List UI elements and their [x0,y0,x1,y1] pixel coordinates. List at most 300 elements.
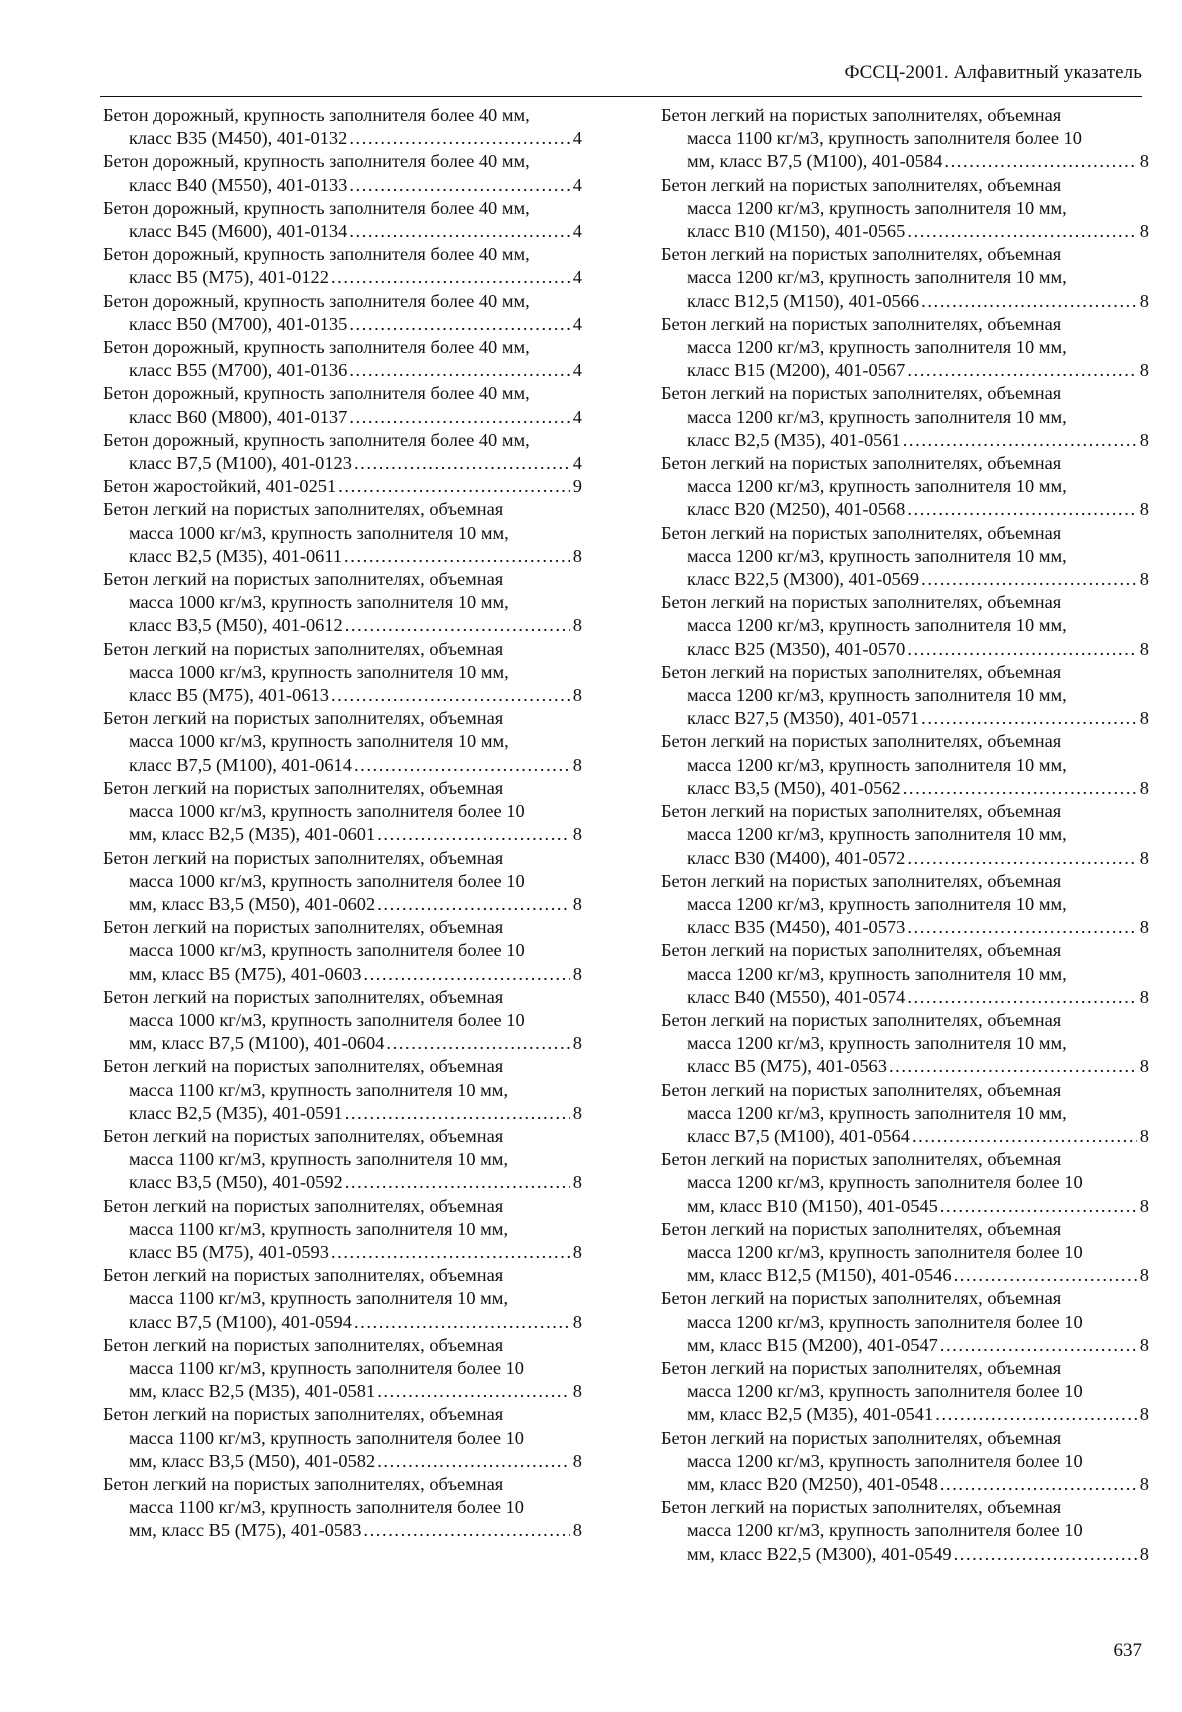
entry-page-ref: 8 [1139,151,1149,172]
entry-line: масса 1100 кг/м3, крупность заполнителя 10 мм, [129,1079,509,1100]
entry-line: масса 1200 кг/м3, крупность заполнителя 10 мм, [687,406,1067,427]
dot-leader [345,614,570,637]
entry-text: класс В5 (М75), 401-0593 [129,1241,329,1262]
entry-text: класс В12,5 (М150), 401-0566 [687,290,920,311]
entry-text: класс В2,5 (М35), 401-0561 [687,429,901,450]
dot-leader [354,1311,570,1334]
entry-line: масса 1100 кг/м3, крупность заполнителя более 10 [129,1357,524,1378]
dot-leader [377,1380,570,1403]
page-number: 637 [1113,1640,1142,1661]
entry-line: Бетон легкий на пористых заполнителях, объемная [661,1288,1062,1309]
entry-line: Бетон дорожный, крупность заполнителя более 40 мм, [103,429,530,450]
index-entry [661,243,1149,313]
entry-text: мм, класс В7,5 (М100), 401-0604 [129,1033,385,1054]
index-entry [661,870,1149,940]
entry-line [103,1241,582,1264]
entry-line [103,1380,582,1403]
index-entry [661,730,1149,800]
dot-leader [935,1403,1137,1426]
dot-leader [912,1125,1137,1148]
entry-line: Бетон дорожный, крупность заполнителя более 40 мм, [103,151,530,172]
entry-line: Бетон легкий на пористых заполнителях, объемная [103,638,504,659]
dot-leader [377,823,570,846]
entry-line: Бетон дорожный, крупность заполнителя более 40 мм, [103,337,530,358]
entry-line: масса 1200 кг/м3, крупность заполнителя 10 мм, [687,476,1067,497]
entry-page-ref: 8 [572,615,582,636]
entry-line: масса 1200 кг/м3, крупность заполнителя более 10 [687,1381,1083,1402]
entry-line: Бетон легкий на пористых заполнителях, объемная [103,1404,504,1425]
dot-leader [907,359,1136,382]
entry-page-ref: 8 [1139,917,1149,938]
index-entry [661,661,1149,731]
entry-line: Бетон легкий на пористых заполнителях, объемная [103,499,504,520]
entry-page-ref: 8 [1139,708,1149,729]
entry-line: Бетон легкий на пористых заполнителях, объемная [661,174,1062,195]
index-entry [103,150,582,196]
entry-line [103,406,582,429]
index-entry [103,986,582,1056]
entry-line: Бетон легкий на пористых заполнителях, объемная [661,453,1062,474]
entry-page-ref: 4 [572,360,582,381]
dot-leader [349,127,569,150]
index-entry [103,1473,582,1543]
entry-page-ref: 8 [1139,847,1149,868]
entry-line [661,498,1149,521]
entry-line [661,847,1149,870]
index-entry [661,522,1149,592]
entry-line: Бетон дорожный, крупность заполнителя более 40 мм, [103,197,530,218]
index-entry [103,336,582,382]
dot-leader [349,406,569,429]
index-entry [661,591,1149,661]
dot-leader [907,916,1136,939]
entry-line: Бетон легкий на пористых заполнителях, объемная [103,1473,504,1494]
entry-line: масса 1200 кг/м3, крупность заполнителя более 10 [687,1311,1083,1332]
entry-text: класс В40 (М550), 401-0133 [129,174,348,195]
index-entry [661,313,1149,383]
entry-text: класс В40 (М550), 401-0574 [687,986,906,1007]
entry-line: Бетон легкий на пористых заполнителях, объемная [661,661,1062,682]
index-entry [103,243,582,289]
dot-leader [954,1264,1137,1287]
entry-page-ref: 4 [572,174,582,195]
dot-leader [903,429,1137,452]
entry-line: Бетон легкий на пористых заполнителях, объемная [661,244,1062,265]
entry-line: Бетон легкий на пористых заполнителях, объемная [103,569,504,590]
entry-text: мм, класс В15 (М200), 401-0547 [687,1334,938,1355]
entry-line: Бетон легкий на пористых заполнителях, объемная [103,777,504,798]
entry-text: класс В27,5 (М350), 401-0571 [687,708,920,729]
entry-text: класс В3,5 (М50), 401-0562 [687,777,901,798]
entry-line: Бетон легкий на пористых заполнителях, объемная [661,383,1062,404]
entry-line: масса 1000 кг/м3, крупность заполнителя более 10 [129,1009,525,1030]
index-entry [661,1079,1149,1149]
entry-page-ref: 4 [572,128,582,149]
entry-text: класс В7,5 (М100), 401-0614 [129,754,352,775]
entry-line: Бетон легкий на пористых заполнителях, объемная [661,592,1062,613]
dot-leader [349,313,569,336]
index-entry [103,1055,582,1125]
index-entry [103,104,582,150]
entry-page-ref: 8 [1139,1265,1149,1286]
index-entry [661,174,1149,244]
entry-line [103,545,582,568]
entry-line: масса 1200 кг/м3, крупность заполнителя 10 мм, [687,197,1067,218]
entry-line [103,1450,582,1473]
entry-page-ref: 8 [572,824,582,845]
index-column-left [103,104,582,1543]
entry-text: мм, класс В22,5 (М300), 401-0549 [687,1543,952,1564]
entry-text: мм, класс В20 (М250), 401-0548 [687,1473,938,1494]
index-entry [103,382,582,428]
entry-line [661,986,1149,1009]
header-rule [100,96,1142,97]
dot-leader [377,893,570,916]
index-entry [103,1334,582,1404]
dot-leader [344,545,570,568]
dot-leader [349,220,569,243]
entry-text: класс В22,5 (М300), 401-0569 [687,569,920,590]
index-entry [661,104,1149,174]
entry-line [103,823,582,846]
entry-line [103,684,582,707]
dot-leader [331,1241,570,1264]
entry-line [103,359,582,382]
entry-line: масса 1200 кг/м3, крупность заполнителя 10 мм, [687,615,1067,636]
entry-line [661,1125,1149,1148]
entry-line: Бетон легкий на пористых заполнителях, объемная [661,870,1062,891]
dot-leader [940,1195,1137,1218]
entry-page-ref: 8 [572,1381,582,1402]
index-entry [661,452,1149,522]
entry-line [661,707,1149,730]
entry-line [103,174,582,197]
entry-line: масса 1100 кг/м3, крупность заполнителя 10 мм, [129,1218,509,1239]
entry-line: масса 1200 кг/м3, крупность заполнителя 10 мм, [687,824,1067,845]
dot-leader [386,1032,569,1055]
entry-line: Бетон легкий на пористых заполнителях, объемная [103,917,504,938]
entry-page-ref: 8 [1139,569,1149,590]
entry-page-ref: 8 [1139,429,1149,450]
index-entry [103,1125,582,1195]
index-entry [661,800,1149,870]
dot-leader [907,220,1136,243]
entry-line: масса 1000 кг/м3, крупность заполнителя 10 мм, [129,592,509,613]
entry-line [103,1032,582,1055]
entry-text: мм, класс В3,5 (М50), 401-0602 [129,893,376,914]
dot-leader [907,498,1136,521]
dot-leader [331,684,570,707]
index-entry [661,382,1149,452]
entry-line: масса 1200 кг/м3, крупность заполнителя 10 мм, [687,963,1067,984]
dot-leader [889,1055,1137,1078]
entry-line [103,614,582,637]
entry-line: масса 1000 кг/м3, крупность заполнителя более 10 [129,940,525,961]
entry-line [661,1264,1149,1287]
entry-line: масса 1100 кг/м3, крупность заполнителя более 10 [129,1497,524,1518]
entry-page-ref: 8 [572,685,582,706]
entry-line: Бетон легкий на пористых заполнителях, объемная [661,1079,1062,1100]
entry-line: Бетон легкий на пористых заполнителях, объемная [661,731,1062,752]
entry-line: масса 1200 кг/м3, крупность заполнителя 10 мм, [687,893,1067,914]
entry-line [661,638,1149,661]
entry-text: мм, класс В5 (М75), 401-0583 [129,1520,362,1541]
entry-page-ref: 4 [572,406,582,427]
entry-page-ref: 9 [572,476,582,497]
entry-line: Бетон дорожный, крупность заполнителя более 40 мм, [103,290,530,311]
dot-leader [903,777,1137,800]
entry-text: класс В15 (М200), 401-0567 [687,360,906,381]
index-entry [103,1403,582,1473]
entry-line: масса 1000 кг/м3, крупность заполнителя более 10 [129,801,525,822]
index-entry [103,498,582,568]
entry-line: Бетон легкий на пористых заполнителях, объемная [103,986,504,1007]
entry-line: Бетон легкий на пористых заполнителях, объемная [103,1334,504,1355]
index-entry [661,1496,1149,1566]
entry-text: класс В7,5 (М100), 401-0123 [129,453,352,474]
entry-line [661,359,1149,382]
dot-leader [377,1450,570,1473]
entry-text: класс В10 (М150), 401-0565 [687,221,906,242]
entry-page-ref: 4 [572,313,582,334]
entry-text: класс В2,5 (М35), 401-0591 [129,1102,343,1123]
entry-text: класс В5 (М75), 401-0613 [129,685,329,706]
entry-text: мм, класс В12,5 (М150), 401-0546 [687,1265,952,1286]
entry-line: масса 1200 кг/м3, крупность заполнителя 10 мм, [687,1102,1067,1123]
dot-leader [944,150,1136,173]
entry-line: масса 1000 кг/м3, крупность заполнителя 10 мм, [129,522,509,543]
entry-text: класс В2,5 (М35), 401-0611 [129,545,343,566]
index-entry [103,197,582,243]
entry-page-ref: 8 [1139,777,1149,798]
dot-leader [349,359,569,382]
entry-line: масса 1000 кг/м3, крупность заполнителя 10 мм, [129,731,509,752]
entry-text: класс В50 (М700), 401-0135 [129,313,348,334]
entry-page-ref: 8 [572,963,582,984]
entry-page-ref: 8 [1139,1125,1149,1146]
entry-line: Бетон дорожный, крупность заполнителя более 40 мм, [103,244,530,265]
entry-text: класс В5 (М75), 401-0122 [129,267,329,288]
dot-leader [354,754,570,777]
entry-line: Бетон легкий на пористых заполнителях, объемная [661,1427,1062,1448]
entry-text: мм, класс В3,5 (М50), 401-0582 [129,1450,376,1471]
entry-line: масса 1200 кг/м3, крупность заполнителя более 10 [687,1450,1083,1471]
index-entry [103,475,582,498]
entry-page-ref: 8 [1139,1056,1149,1077]
entry-text: класс В7,5 (М100), 401-0564 [687,1125,910,1146]
entry-line: масса 1000 кг/м3, крупность заполнителя более 10 [129,870,525,891]
entry-line [103,1171,582,1194]
entry-line [661,1055,1149,1078]
entry-page-ref: 8 [1139,1404,1149,1425]
entry-text: мм, класс В2,5 (М35), 401-0581 [129,1381,376,1402]
entry-line: масса 1200 кг/м3, крупность заполнителя 10 мм, [687,1033,1067,1054]
entry-page-ref: 8 [1139,1543,1149,1564]
entry-line [661,1543,1149,1566]
entry-line: масса 1100 кг/м3, крупность заполнителя 10 мм, [129,1149,509,1170]
entry-line: масса 1200 кг/м3, крупность заполнителя 10 мм, [687,754,1067,775]
entry-line [661,1403,1149,1426]
entry-line [103,127,582,150]
entry-text: мм, класс В2,5 (М35), 401-0601 [129,824,376,845]
entry-page-ref: 8 [572,893,582,914]
entry-line: Бетон легкий на пористых заполнителях, объемная [661,105,1062,125]
dot-leader [921,568,1137,591]
entry-line [103,220,582,243]
entry-page-ref: 8 [572,1311,582,1332]
entry-line: масса 1200 кг/м3, крупность заполнителя 10 мм, [687,337,1067,358]
index-entry [661,1287,1149,1357]
entry-line: масса 1200 кг/м3, крупность заполнителя более 10 [687,1241,1083,1262]
entry-page-ref: 8 [572,1450,582,1471]
index-entry [661,1218,1149,1288]
entry-text: класс В3,5 (М50), 401-0592 [129,1172,343,1193]
dot-leader [907,986,1136,1009]
entry-line [103,963,582,986]
entry-text: мм, класс В2,5 (М35), 401-0541 [687,1404,934,1425]
entry-line [103,1519,582,1542]
index-entry [103,290,582,336]
index-entry [661,1427,1149,1497]
entry-line [103,452,582,475]
entry-page-ref: 8 [1139,638,1149,659]
entry-page-ref: 8 [1139,986,1149,1007]
entry-line: масса 1200 кг/м3, крупность заполнителя более 10 [687,1172,1083,1193]
entry-line: Бетон легкий на пористых заполнителях, объемная [103,1195,504,1216]
entry-line [103,1102,582,1125]
index-entry [103,638,582,708]
entry-line [661,1195,1149,1218]
entry-line [661,1473,1149,1496]
entry-line: масса 1100 кг/м3, крупность заполнителя более 10 [129,1427,524,1448]
entry-line: Бетон легкий на пористых заполнителях, объемная [661,1009,1062,1030]
entry-page-ref: 4 [572,221,582,242]
index-entry [661,1357,1149,1427]
entry-text: мм, класс В10 (М150), 401-0545 [687,1195,938,1216]
entry-line [103,1311,582,1334]
index-entry [103,916,582,986]
dot-leader [338,475,570,498]
entry-page-ref: 8 [1139,1473,1149,1494]
entry-page-ref: 8 [1139,221,1149,242]
entry-page-ref: 8 [572,1033,582,1054]
dot-leader [345,1171,570,1194]
dot-leader [907,638,1136,661]
index-entry [103,1195,582,1265]
entry-line [103,754,582,777]
dot-leader [363,1519,569,1542]
entry-page-ref: 8 [1139,290,1149,311]
entry-page-ref: 8 [572,545,582,566]
entry-text: мм, класс В5 (М75), 401-0603 [129,963,362,984]
entry-line [661,777,1149,800]
index-entry [661,939,1149,1009]
entry-page-ref: 4 [572,453,582,474]
entry-line: Бетон легкий на пористых заполнителях, объемная [661,1218,1062,1239]
dot-leader [349,174,569,197]
dot-leader [345,1102,570,1125]
entry-line: Бетон легкий на пористых заполнителях, объемная [661,801,1062,822]
entry-text: мм, класс В7,5 (М100), 401-0584 [687,151,943,172]
dot-leader [331,266,570,289]
dot-leader [354,452,570,475]
entry-page-ref: 8 [1139,499,1149,520]
entry-line [661,1334,1149,1357]
entry-line: Бетон легкий на пористых заполнителях, объемная [103,708,504,729]
entry-line: Бетон легкий на пористых заполнителях, объемная [661,940,1062,961]
dot-leader [907,847,1136,870]
dot-leader [363,963,569,986]
entry-line [103,475,582,498]
entry-page-ref: 8 [572,754,582,775]
entry-line: Бетон легкий на пористых заполнителях, объемная [661,1357,1062,1378]
dot-leader [940,1334,1137,1357]
entry-page-ref: 8 [1139,1334,1149,1355]
index-entry [661,1148,1149,1218]
entry-text: класс В25 (М350), 401-0570 [687,638,906,659]
entry-text: класс В35 (М450), 401-0132 [129,128,348,149]
entry-line [103,313,582,336]
entry-text: класс В55 (М700), 401-0136 [129,360,348,381]
entry-line: Бетон легкий на пористых заполнителях, объемная [661,313,1062,334]
entry-line: масса 1200 кг/м3, крупность заполнителя 10 мм, [687,545,1067,566]
entry-line: масса 1100 кг/м3, крупность заполнителя 10 мм, [129,1288,509,1309]
index-entry [103,568,582,638]
entry-line [661,290,1149,313]
entry-line: масса 1200 кг/м3, крупность заполнителя более 10 [687,1520,1083,1541]
entry-line [661,568,1149,591]
entry-text: класс В5 (М75), 401-0563 [687,1056,887,1077]
entry-line: Бетон легкий на пористых заполнителях, объемная [661,522,1062,543]
entry-line: Бетон легкий на пористых заполнителях, объемная [103,1125,504,1146]
dot-leader [940,1473,1137,1496]
entry-line: Бетон легкий на пористых заполнителях, объемная [661,1497,1062,1518]
entry-line: Бетон легкий на пористых заполнителях, объемная [661,1149,1062,1170]
entry-line: масса 1200 кг/м3, крупность заполнителя 10 мм, [687,267,1067,288]
entry-page-ref: 8 [572,1241,582,1262]
entry-line: Бетон легкий на пористых заполнителях, объемная [103,1056,504,1077]
entry-line [661,220,1149,243]
index-entry [661,1009,1149,1079]
entry-text: класс В60 (М800), 401-0137 [129,406,348,427]
entry-page-ref: 8 [572,1520,582,1541]
index-entry [103,777,582,847]
entry-text: класс В20 (М250), 401-0568 [687,499,906,520]
entry-line [103,266,582,289]
running-header: ФССЦ-2001. Алфавитный указатель [844,62,1142,83]
entry-line: Бетон легкий на пористых заполнителях, объемная [103,847,504,868]
dot-leader [954,1543,1137,1566]
entry-page-ref: 8 [572,1172,582,1193]
entry-text: класс В30 (М400), 401-0572 [687,847,906,868]
entry-line [661,429,1149,452]
entry-line: масса 1000 кг/м3, крупность заполнителя 10 мм, [129,661,509,682]
entry-line: масса 1200 кг/м3, крупность заполнителя 10 мм, [687,685,1067,706]
index-entry [103,1264,582,1334]
entry-page-ref: 8 [572,1102,582,1123]
dot-leader [921,290,1137,313]
entry-text: Бетон жаростойкий, 401-0251 [103,476,337,497]
entry-page-ref: 8 [1139,360,1149,381]
index-column-right [661,104,1149,1566]
entry-line [661,916,1149,939]
index-entry [103,707,582,777]
entry-line: Бетон дорожный, крупность заполнителя более 40 мм, [103,105,530,125]
entry-line [103,893,582,916]
dot-leader [921,707,1137,730]
entry-line [661,150,1149,173]
entry-line: Бетон дорожный, крупность заполнителя более 40 мм, [103,383,530,404]
